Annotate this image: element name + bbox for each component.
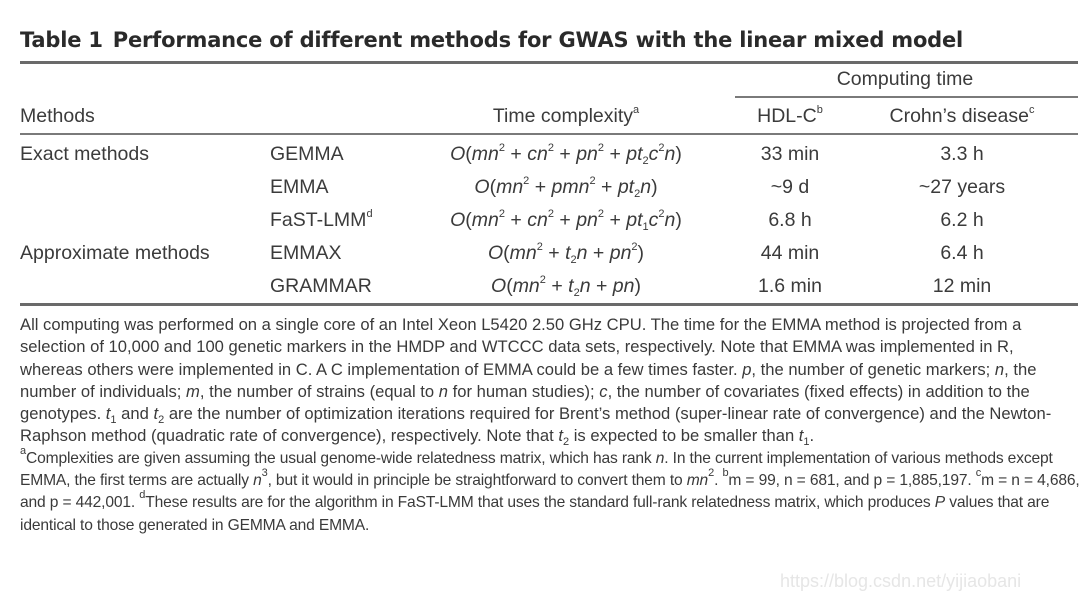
footnote-marker: d	[139, 489, 146, 502]
table-notes	[20, 314, 1080, 537]
table-label: Table 1	[20, 28, 103, 52]
notes-main: All computing was performed on a single core of an Intel Xeon L5420 2.50 GHz CPU. The time for the EMMA method is projected from a selection of 10,000 and 100 genetic markers in the HMDP and WTCCC data sets, respectively. Note that EMMA was implemented in R, whereas others were implemented in C. A C implementation of EMMA could be a few times faster. p, the number of genetic markers; n, the number of individuals; m, the number of strains (equal to n for human studies); c, the number of covariates (fixed effects) in addition to the genotypes. $t_1$ and $t_2$ are the number of optimization iterations required for Brent’s method (super-linear rate of convergence) and the Newton-Raphson method (quadratic rate of convergence), respectively. Note that $t_2$ is expected to be smaller than $t_1$.	[20, 315, 1052, 449]
footnote-marker: b	[722, 467, 729, 480]
crohn-cell: 12 min	[932, 275, 992, 297]
crohn-cell: 6.4 h	[940, 242, 984, 264]
crohn-cell: ~27 years	[918, 176, 1006, 198]
notes-footnotes: $^a$Complexities are given assuming the usual genome-wide relatedness matrix, which has rank n. In the current implementation of various methods except EMMA, the first terms are actually $n^3$, but it would in principle be straightforward to convert them to $mn^2$. $^b$m = 99, n = 681, and p = 1,885,197. $^c$m = n = 4,686, and p = 442,001. $^d$These results are for the algorithm in FaST-LMM that uses the standard full-rank relatedness matrix, which produces P values that are identical to those generated in GEMMA and EMMA.	[20, 444, 1080, 534]
complexity-cell: $O(mn^2 + cn^2 + pn^2 + pt_1c^2n)$	[450, 208, 682, 233]
complexity-cell: $O(mn^2 + t_2n + pn^2)$	[487, 241, 645, 266]
category-cell: Exact methods	[20, 143, 149, 165]
complexity-cell: $O(mn^2 + cn^2 + pn^2 + pt_2c^2n)$	[450, 142, 682, 167]
header-rule	[20, 133, 1078, 135]
hdl-cell: 44 min	[760, 242, 820, 264]
method-cell: EMMAX	[270, 242, 342, 264]
crohn-cell: 3.3 h	[940, 143, 984, 165]
complexity-cell: $O(mn^2 + pmn^2 + pt_2n)$	[474, 175, 658, 200]
footnote-marker: d	[366, 208, 373, 220]
header-hdl-c: HDL-$C^b$	[757, 104, 823, 127]
method-cell: GRAMMAR	[270, 275, 372, 297]
footnote-marker: a	[20, 444, 26, 457]
crohn-cell: 6.2 h	[940, 209, 984, 231]
bottom-rule	[20, 303, 1078, 306]
watermark: https://blog.csdn.net/yijiaobani	[780, 571, 1022, 591]
footnote-marker: a	[633, 104, 640, 116]
header-methods: Methods	[20, 105, 95, 127]
method-cell: GEMMA	[270, 143, 344, 165]
footnote-marker: c	[1028, 104, 1035, 116]
footnote-marker: b	[816, 104, 823, 116]
hdl-cell: 33 min	[760, 143, 820, 165]
method-cell: FaST-LMM$^d$	[270, 208, 373, 231]
header-computing-time: Computing time	[836, 68, 974, 90]
header-crohns-disease: Crohn’s disease$^c$	[889, 104, 1035, 127]
computing-time-group-rule	[735, 96, 1078, 98]
method-cell: EMMA	[270, 176, 329, 198]
header-time-complexity: Time complexity$^a$	[492, 104, 640, 127]
hdl-cell: ~9 d	[770, 176, 810, 198]
table-caption: Performance of different methods for GWAS with the linear mixed model	[112, 28, 964, 52]
complexity-cell: $O(mn^2 + t_2n + pn)$	[491, 274, 641, 299]
hdl-cell: 1.6 min	[758, 275, 822, 297]
footnote-marker: c	[975, 467, 982, 480]
table-title	[20, 28, 963, 52]
top-rule	[20, 61, 1078, 64]
hdl-cell: 6.8 h	[768, 209, 812, 231]
category-cell: Approximate methods	[20, 242, 210, 264]
